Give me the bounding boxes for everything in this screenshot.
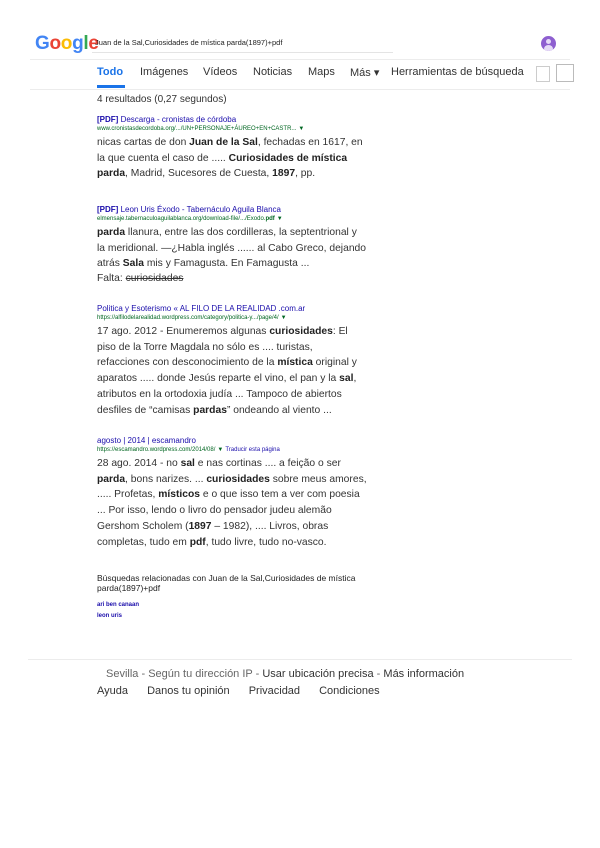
related-search-link[interactable]: leon uris [97,613,123,619]
result-snippet: 28 ago. 2014 - no sal e nas cortinas .... a feição o ser parda, bons narizes. ... curiosidades sobre meus amores, ..... Profetas, místicos e o que isso tem a ver com poesia ... Por isso, lendo o livro do pensador judeu alemão Gershom Scholem (1897 – 1982), .... Livros, obras completas, tudo em pdf, tudo livre, tudo no-vasco. [97,458,367,548]
logo-letter: l [83,33,89,54]
tab-herramientas[interactable]: Herramientas de búsqueda [391,66,524,78]
footer-links [97,685,396,697]
result-stats: 4 resultados (0,27 segundos) [97,94,227,105]
result-title-link[interactable]: Politica y Esoterismo « AL FILO DE LA REALIDAD .com.ar [97,304,306,313]
separator: - [373,668,384,680]
missing-terms [97,272,367,285]
result-title-link[interactable]: agosto | 2014 | escamandro [97,436,196,445]
result-title: Descarga - cronistas de córdoba [120,115,237,124]
avatar-head [546,39,551,44]
google-logo[interactable] [35,33,99,55]
separator: - [252,668,263,680]
caret-down-icon[interactable]: ▼ [280,315,287,321]
caret-down-icon[interactable]: ▼ [298,126,305,132]
settings-button[interactable] [536,66,550,82]
precise-location-link[interactable]: Usar ubicación precisa [262,668,374,680]
header-divider [30,59,570,60]
caret-down-icon[interactable]: ▼ [276,216,283,222]
result-url-text: https://alfilodelarealidad.wordpress.com/category/politica-y.../page/4/ [97,315,279,321]
result-snippet: nicas cartas de don Juan de la Sal, fechadas en 1617, en la que cuenta el caso de ..... Curiosidades de mística parda, Madrid, Sucesores de Cuesta, 1897, pp. [97,137,363,180]
separator: - [138,668,149,680]
caret-down-icon[interactable]: ▼ [217,447,224,453]
missing-term: curiosidades [125,273,184,285]
result-url-text: https://escamandro.wordpress.com/2014/08/ [97,447,216,453]
result-url [97,446,367,455]
translate-link[interactable]: Traducir esta página [225,447,280,453]
tab-maps[interactable]: Maps [308,66,335,78]
tab-imagenes[interactable]: Imágenes [140,66,189,78]
search-result [97,436,367,550]
account-avatar-icon[interactable] [541,36,556,51]
search-result [97,304,367,418]
logo-letter: o [60,33,73,54]
footer-divider [28,659,572,660]
logo-letter: G [35,33,50,54]
result-snippet: 17 ago. 2012 - Enumeremos algunas curiosidades: El piso de la Torre Magdala no sólo es .... turistas, refacciones con desconocimiento de la mística original y aparatos ..... donde Jesús reparte el vino, el pan y la sal, atributos en la ortodoxia judía ... Tampoco de abiertos desfiles de “camisas pardas” ondeando al viento ... [97,326,357,416]
logo-letter: g [72,33,84,54]
tabs-divider [30,89,570,90]
result-url-text: www.cronistasdecordoba.org/.../UN+PERSONAJE+ÁUREO+EN+CASTR... [97,126,297,132]
footer-link-ayuda[interactable]: Ayuda [97,685,128,697]
footer-location [106,668,464,680]
footer-link-privacidad[interactable]: Privacidad [248,685,301,697]
location-name: Sevilla [106,668,139,680]
result-url [97,125,367,134]
ip-location-text: Según tu dirección IP [148,668,253,680]
tab-noticias[interactable]: Noticias [253,66,293,78]
result-title-link[interactable] [97,115,367,125]
result-url [97,314,367,323]
tab-videos[interactable]: Vídeos [203,66,238,78]
result-title: Leon Uris Éxodo - Tabernáculo Aguila Blanca [120,205,281,214]
search-result [97,115,367,182]
result-url-text: elmensaje.tabernaculoaguilablanca.org/download-file/.../Exodo.pdf [97,216,275,222]
result-snippet: parda llanura, entre las dos cordilleras, la septentrional y la meridional. —¿Habla inglés ...... al Cabo Greco, dejando atrás Sala mis y Famagusta. En Famagusta ... [97,227,367,270]
search-input[interactable]: Juan de la Sal,Curiosidades de mística parda(1897)+pdf [92,33,393,53]
file-type-tag: [PDF] [97,115,119,124]
file-type-tag: [PDF] [97,205,119,214]
footer-link-opinion[interactable]: Danos tu opinión [147,685,230,697]
tab-mas[interactable]: Más ▾ [350,67,380,79]
related-searches-heading: Búsquedas relacionadas con Juan de la Sal,Curiosidades de mística parda(1897)+pdf [97,573,356,593]
active-tab-indicator [97,85,125,88]
footer-link-condiciones[interactable]: Condiciones [319,685,380,697]
view-toggle-button[interactable] [556,64,574,82]
logo-letter: o [49,33,61,54]
related-search-link[interactable]: ari ben canaan [97,602,140,608]
tab-todo[interactable]: Todo [97,66,124,78]
search-result [97,205,367,285]
result-url [97,215,367,224]
logo-letter: e [88,33,99,54]
result-title-link[interactable] [97,205,367,215]
missing-label: Falta: [97,273,123,285]
more-info-link[interactable]: Más información [383,668,465,680]
avatar-body [544,45,553,51]
